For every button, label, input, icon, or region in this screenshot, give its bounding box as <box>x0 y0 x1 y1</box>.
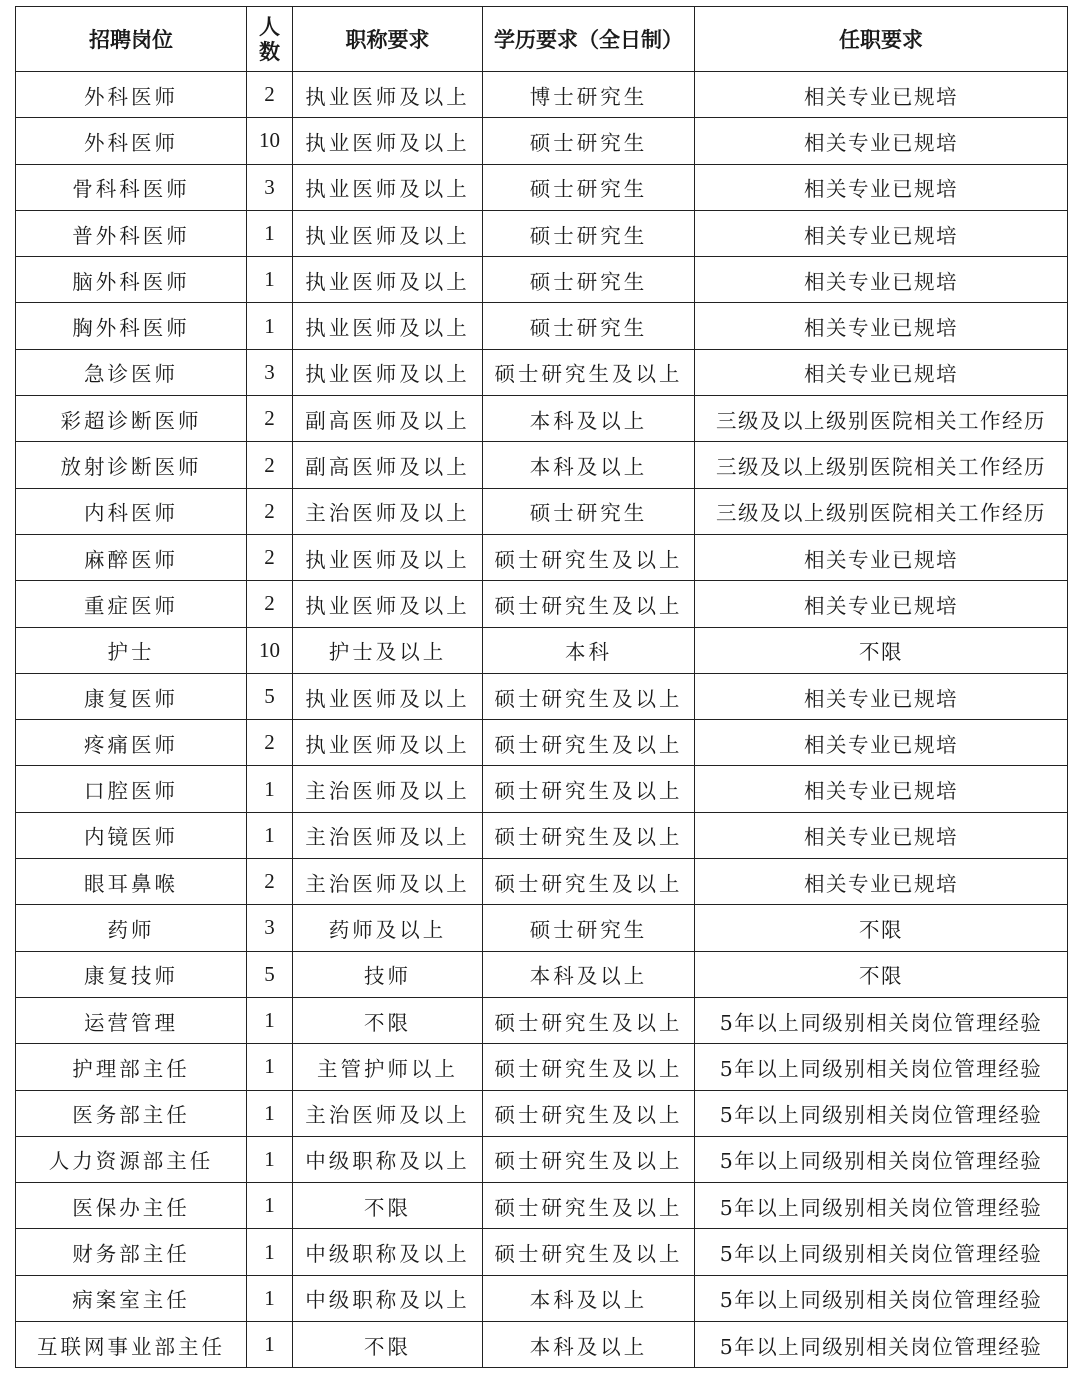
cell-education-requirement: 硕士研究生及以上 <box>483 1044 695 1090</box>
cell-count: 10 <box>247 627 293 673</box>
cell-position: 护士 <box>16 627 247 673</box>
cell-title-requirement: 不限 <box>293 1183 483 1229</box>
table-row <box>16 581 1068 627</box>
cell-title-requirement: 主治医师及以上 <box>293 488 483 534</box>
header-row <box>16 7 1068 72</box>
cell-education-requirement: 硕士研究生及以上 <box>483 859 695 905</box>
cell-job-requirement: 相关专业已规培 <box>695 118 1068 164</box>
header-title-requirement: 职称要求 <box>293 7 483 72</box>
cell-education-requirement: 本科及以上 <box>483 1322 695 1368</box>
header-count-line2: 数 <box>259 39 280 64</box>
cell-job-requirement: 相关专业已规培 <box>695 766 1068 812</box>
cell-title-requirement: 执业医师及以上 <box>293 210 483 256</box>
cell-position: 疼痛医师 <box>16 720 247 766</box>
cell-position: 骨科科医师 <box>16 164 247 210</box>
table-row <box>16 1090 1068 1136</box>
cell-job-requirement: 相关专业已规培 <box>695 534 1068 580</box>
cell-count: 1 <box>247 1322 293 1368</box>
cell-job-requirement: 相关专业已规培 <box>695 720 1068 766</box>
cell-job-requirement: 5年以上同级别相关岗位管理经验 <box>695 1322 1068 1368</box>
table-row <box>16 72 1068 118</box>
table-row <box>16 1044 1068 1090</box>
table-row <box>16 1322 1068 1368</box>
cell-count: 3 <box>247 905 293 951</box>
cell-title-requirement: 主治医师及以上 <box>293 859 483 905</box>
cell-job-requirement: 5年以上同级别相关岗位管理经验 <box>695 997 1068 1043</box>
cell-count: 2 <box>247 859 293 905</box>
cell-title-requirement: 执业医师及以上 <box>293 673 483 719</box>
cell-position: 药师 <box>16 905 247 951</box>
table-row <box>16 859 1068 905</box>
cell-position: 人力资源部主任 <box>16 1136 247 1182</box>
cell-education-requirement: 硕士研究生 <box>483 257 695 303</box>
table-row <box>16 812 1068 858</box>
cell-job-requirement: 三级及以上级别医院相关工作经历 <box>695 442 1068 488</box>
table-row <box>16 1275 1068 1321</box>
cell-position: 外科医师 <box>16 118 247 164</box>
cell-job-requirement: 相关专业已规培 <box>695 210 1068 256</box>
cell-position: 眼耳鼻喉 <box>16 859 247 905</box>
cell-count: 2 <box>247 534 293 580</box>
cell-job-requirement: 不限 <box>695 627 1068 673</box>
cell-education-requirement: 硕士研究生 <box>483 488 695 534</box>
cell-count: 1 <box>247 1090 293 1136</box>
cell-job-requirement: 5年以上同级别相关岗位管理经验 <box>695 1229 1068 1275</box>
cell-count: 2 <box>247 442 293 488</box>
table-row <box>16 118 1068 164</box>
cell-job-requirement: 5年以上同级别相关岗位管理经验 <box>695 1136 1068 1182</box>
cell-position: 彩超诊断医师 <box>16 396 247 442</box>
recruitment-table-container <box>15 6 1068 1368</box>
cell-position: 运营管理 <box>16 997 247 1043</box>
cell-count: 2 <box>247 396 293 442</box>
cell-title-requirement: 副高医师及以上 <box>293 442 483 488</box>
cell-job-requirement: 相关专业已规培 <box>695 349 1068 395</box>
cell-education-requirement: 硕士研究生及以上 <box>483 812 695 858</box>
header-count <box>247 7 293 72</box>
cell-job-requirement: 相关专业已规培 <box>695 164 1068 210</box>
cell-position: 普外科医师 <box>16 210 247 256</box>
cell-position: 麻醉医师 <box>16 534 247 580</box>
cell-position: 口腔医师 <box>16 766 247 812</box>
table-row <box>16 210 1068 256</box>
cell-title-requirement: 执业医师及以上 <box>293 164 483 210</box>
cell-job-requirement: 相关专业已规培 <box>695 303 1068 349</box>
cell-title-requirement: 不限 <box>293 997 483 1043</box>
cell-count: 1 <box>247 1136 293 1182</box>
cell-title-requirement: 主治医师及以上 <box>293 812 483 858</box>
cell-count: 1 <box>247 1183 293 1229</box>
cell-count: 2 <box>247 581 293 627</box>
cell-education-requirement: 硕士研究生及以上 <box>483 581 695 627</box>
cell-count: 3 <box>247 349 293 395</box>
cell-count: 1 <box>247 303 293 349</box>
table-row <box>16 257 1068 303</box>
cell-education-requirement: 硕士研究生 <box>483 905 695 951</box>
cell-title-requirement: 中级职称及以上 <box>293 1136 483 1182</box>
header-position: 招聘岗位 <box>16 7 247 72</box>
cell-job-requirement: 5年以上同级别相关岗位管理经验 <box>695 1044 1068 1090</box>
cell-education-requirement: 本科及以上 <box>483 1275 695 1321</box>
table-row <box>16 1136 1068 1182</box>
table-row <box>16 1183 1068 1229</box>
cell-job-requirement: 相关专业已规培 <box>695 859 1068 905</box>
cell-job-requirement: 5年以上同级别相关岗位管理经验 <box>695 1090 1068 1136</box>
cell-count: 1 <box>247 1044 293 1090</box>
cell-count: 2 <box>247 720 293 766</box>
cell-position: 互联网事业部主任 <box>16 1322 247 1368</box>
cell-education-requirement: 本科 <box>483 627 695 673</box>
cell-title-requirement: 药师及以上 <box>293 905 483 951</box>
table-row <box>16 766 1068 812</box>
table-row <box>16 534 1068 580</box>
cell-title-requirement: 执业医师及以上 <box>293 349 483 395</box>
cell-count: 1 <box>247 812 293 858</box>
cell-job-requirement: 不限 <box>695 905 1068 951</box>
cell-count: 3 <box>247 164 293 210</box>
cell-job-requirement: 三级及以上级别医院相关工作经历 <box>695 396 1068 442</box>
cell-title-requirement: 执业医师及以上 <box>293 72 483 118</box>
cell-count: 1 <box>247 257 293 303</box>
cell-education-requirement: 硕士研究生及以上 <box>483 720 695 766</box>
cell-job-requirement: 不限 <box>695 951 1068 997</box>
cell-education-requirement: 硕士研究生 <box>483 118 695 164</box>
cell-education-requirement: 硕士研究生及以上 <box>483 997 695 1043</box>
cell-job-requirement: 5年以上同级别相关岗位管理经验 <box>695 1275 1068 1321</box>
cell-education-requirement: 硕士研究生 <box>483 303 695 349</box>
cell-education-requirement: 本科及以上 <box>483 396 695 442</box>
cell-position: 内科医师 <box>16 488 247 534</box>
cell-position: 外科医师 <box>16 72 247 118</box>
cell-title-requirement: 中级职称及以上 <box>293 1275 483 1321</box>
table-row <box>16 951 1068 997</box>
cell-position: 康复技师 <box>16 951 247 997</box>
cell-position: 财务部主任 <box>16 1229 247 1275</box>
cell-job-requirement: 相关专业已规培 <box>695 581 1068 627</box>
table-body <box>16 72 1068 1368</box>
cell-count: 1 <box>247 210 293 256</box>
cell-position: 急诊医师 <box>16 349 247 395</box>
cell-title-requirement: 护士及以上 <box>293 627 483 673</box>
cell-job-requirement: 三级及以上级别医院相关工作经历 <box>695 488 1068 534</box>
cell-title-requirement: 执业医师及以上 <box>293 303 483 349</box>
table-row <box>16 488 1068 534</box>
table-header <box>16 7 1068 72</box>
cell-title-requirement: 技师 <box>293 951 483 997</box>
cell-position: 康复医师 <box>16 673 247 719</box>
cell-position: 胸外科医师 <box>16 303 247 349</box>
cell-count: 2 <box>247 488 293 534</box>
cell-education-requirement: 硕士研究生及以上 <box>483 1136 695 1182</box>
cell-education-requirement: 硕士研究生 <box>483 210 695 256</box>
cell-position: 医务部主任 <box>16 1090 247 1136</box>
cell-title-requirement: 执业医师及以上 <box>293 118 483 164</box>
cell-education-requirement: 硕士研究生及以上 <box>483 1090 695 1136</box>
cell-position: 重症医师 <box>16 581 247 627</box>
table-row <box>16 627 1068 673</box>
table-row <box>16 997 1068 1043</box>
cell-job-requirement: 相关专业已规培 <box>695 673 1068 719</box>
table-row <box>16 396 1068 442</box>
cell-position: 医保办主任 <box>16 1183 247 1229</box>
cell-job-requirement: 相关专业已规培 <box>695 257 1068 303</box>
cell-job-requirement: 相关专业已规培 <box>695 812 1068 858</box>
cell-title-requirement: 主管护师以上 <box>293 1044 483 1090</box>
cell-position: 病案室主任 <box>16 1275 247 1321</box>
table-row <box>16 673 1068 719</box>
cell-count: 1 <box>247 766 293 812</box>
cell-education-requirement: 硕士研究生及以上 <box>483 349 695 395</box>
cell-title-requirement: 执业医师及以上 <box>293 534 483 580</box>
cell-job-requirement: 5年以上同级别相关岗位管理经验 <box>695 1183 1068 1229</box>
cell-position: 放射诊断医师 <box>16 442 247 488</box>
cell-title-requirement: 执业医师及以上 <box>293 720 483 766</box>
cell-title-requirement: 主治医师及以上 <box>293 1090 483 1136</box>
table-row <box>16 164 1068 210</box>
cell-position: 护理部主任 <box>16 1044 247 1090</box>
cell-education-requirement: 本科及以上 <box>483 442 695 488</box>
cell-education-requirement: 硕士研究生及以上 <box>483 766 695 812</box>
cell-education-requirement: 博士研究生 <box>483 72 695 118</box>
cell-position: 内镜医师 <box>16 812 247 858</box>
table-row <box>16 349 1068 395</box>
header-count-line1: 人 <box>259 14 280 39</box>
cell-count: 1 <box>247 997 293 1043</box>
table-row <box>16 720 1068 766</box>
cell-education-requirement: 硕士研究生 <box>483 164 695 210</box>
cell-title-requirement: 主治医师及以上 <box>293 766 483 812</box>
cell-count: 10 <box>247 118 293 164</box>
cell-title-requirement: 执业医师及以上 <box>293 581 483 627</box>
table-row <box>16 905 1068 951</box>
cell-title-requirement: 不限 <box>293 1322 483 1368</box>
cell-count: 5 <box>247 673 293 719</box>
cell-count: 1 <box>247 1229 293 1275</box>
cell-education-requirement: 硕士研究生及以上 <box>483 534 695 580</box>
cell-count: 1 <box>247 1275 293 1321</box>
cell-count: 5 <box>247 951 293 997</box>
cell-title-requirement: 执业医师及以上 <box>293 257 483 303</box>
header-job-requirement: 任职要求 <box>695 7 1068 72</box>
cell-position: 脑外科医师 <box>16 257 247 303</box>
cell-count: 2 <box>247 72 293 118</box>
cell-education-requirement: 硕士研究生及以上 <box>483 1183 695 1229</box>
cell-job-requirement: 相关专业已规培 <box>695 72 1068 118</box>
cell-education-requirement: 本科及以上 <box>483 951 695 997</box>
cell-title-requirement: 中级职称及以上 <box>293 1229 483 1275</box>
recruitment-table <box>15 6 1068 1368</box>
header-education-requirement: 学历要求（全日制） <box>483 7 695 72</box>
table-row <box>16 1229 1068 1275</box>
cell-education-requirement: 硕士研究生及以上 <box>483 673 695 719</box>
cell-title-requirement: 副高医师及以上 <box>293 396 483 442</box>
table-row <box>16 442 1068 488</box>
table-row <box>16 303 1068 349</box>
cell-education-requirement: 硕士研究生及以上 <box>483 1229 695 1275</box>
